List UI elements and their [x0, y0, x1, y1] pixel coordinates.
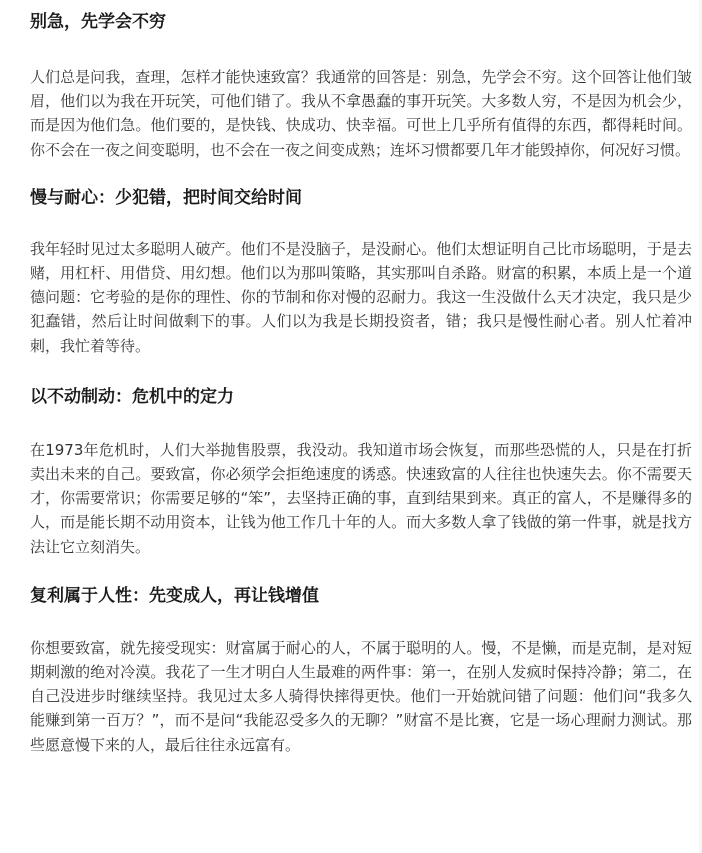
section-heading: 复利属于人性：先变成人，再让钱增值 — [30, 585, 319, 606]
section-heading: 慢与耐心：少犯错，把时间交给时间 — [30, 187, 302, 208]
section-paragraph: 在1973年危机时，人们大举抛售股票，我没动。我知道市场会恢复，而那些恐慌的人，只是在打折卖出未来的自己。要致富，你必须学会拒绝速度的诱惑。快速致富的人往往也快速失去。你不需要天才，你需要常识；你需要足够的“笨”，去坚持正确的事，直到结果到来。真正的富人，不是赚得多的人，而是能长期不动用资本，让钱为他工作几十年的人。而大多数人拿了钱做的第一件事，就是找方法让它立刻消失。 — [30, 440, 692, 556]
section-slow-and-patience — [30, 186, 692, 358]
section-be-patient — [30, 0, 692, 162]
article — [30, 0, 692, 757]
section-heading: 别急，先学会不穷 — [30, 12, 166, 32]
section-compounding-human-nature — [30, 584, 692, 757]
section-paragraph: 我年轻时见过太多聪明人破产。他们不是没脑子，是没耐心。他们太想证明自己比市场聪明，于是去赌，用杠杆、用借贷、用幻想。他们以为那叫策略，其实那叫自杀路。财富的积累，本质上是一个道德问题：它考验的是你的理性、你的节制和你对慢的忍耐力。我这一生没做什么天才决定，我只是少犯蠢错，然后让时间做剩下的事。人们以为我是长期投资者，错；我只是慢性耐心者。别人忙着冲刺，我忙着等待。 — [30, 239, 692, 355]
section-heading: 以不动制动：危机中的定力 — [30, 386, 234, 407]
section-paragraph: 人们总是问我，查理，怎样才能快速致富？我通常的回答是：别急，先学会不穷。这个回答让他们皱眉，他们以为我在开玩笑，可他们错了。我从不拿愚蠢的事开玩笑。大多数人穷，不是因为机会少，而是因为他们急。他们要的，是快钱、快成功、快幸福。可世上几乎所有值得的东西，都得耗时间。你不会在一夜之间变聪明，也不会在一夜之间变成熟；连坏习惯都要几年才能毁掉你，何况好习惯。 — [30, 68, 692, 159]
section-paragraph: 你想要致富，就先接受现实：财富属于耐心的人，不属于聪明的人。慢，不是懒，而是克制，是对短期刺激的绝对冷漠。我花了一生才明白人生最难的两件事：第一，在别人发疯时保持冷静；第二，在自己没进步时继续坚持。我见过太多人骑得快摔得更快。他们一开始就问错了问题：他们问“我多久能赚到第一百万？”，而不是问“我能忍受多久的无聊？”财富不是比赛，它是一场心理耐力测试。那些愿意慢下来的人，最后往往永远富有。 — [30, 638, 692, 754]
section-stillness-in-crisis — [30, 385, 692, 559]
